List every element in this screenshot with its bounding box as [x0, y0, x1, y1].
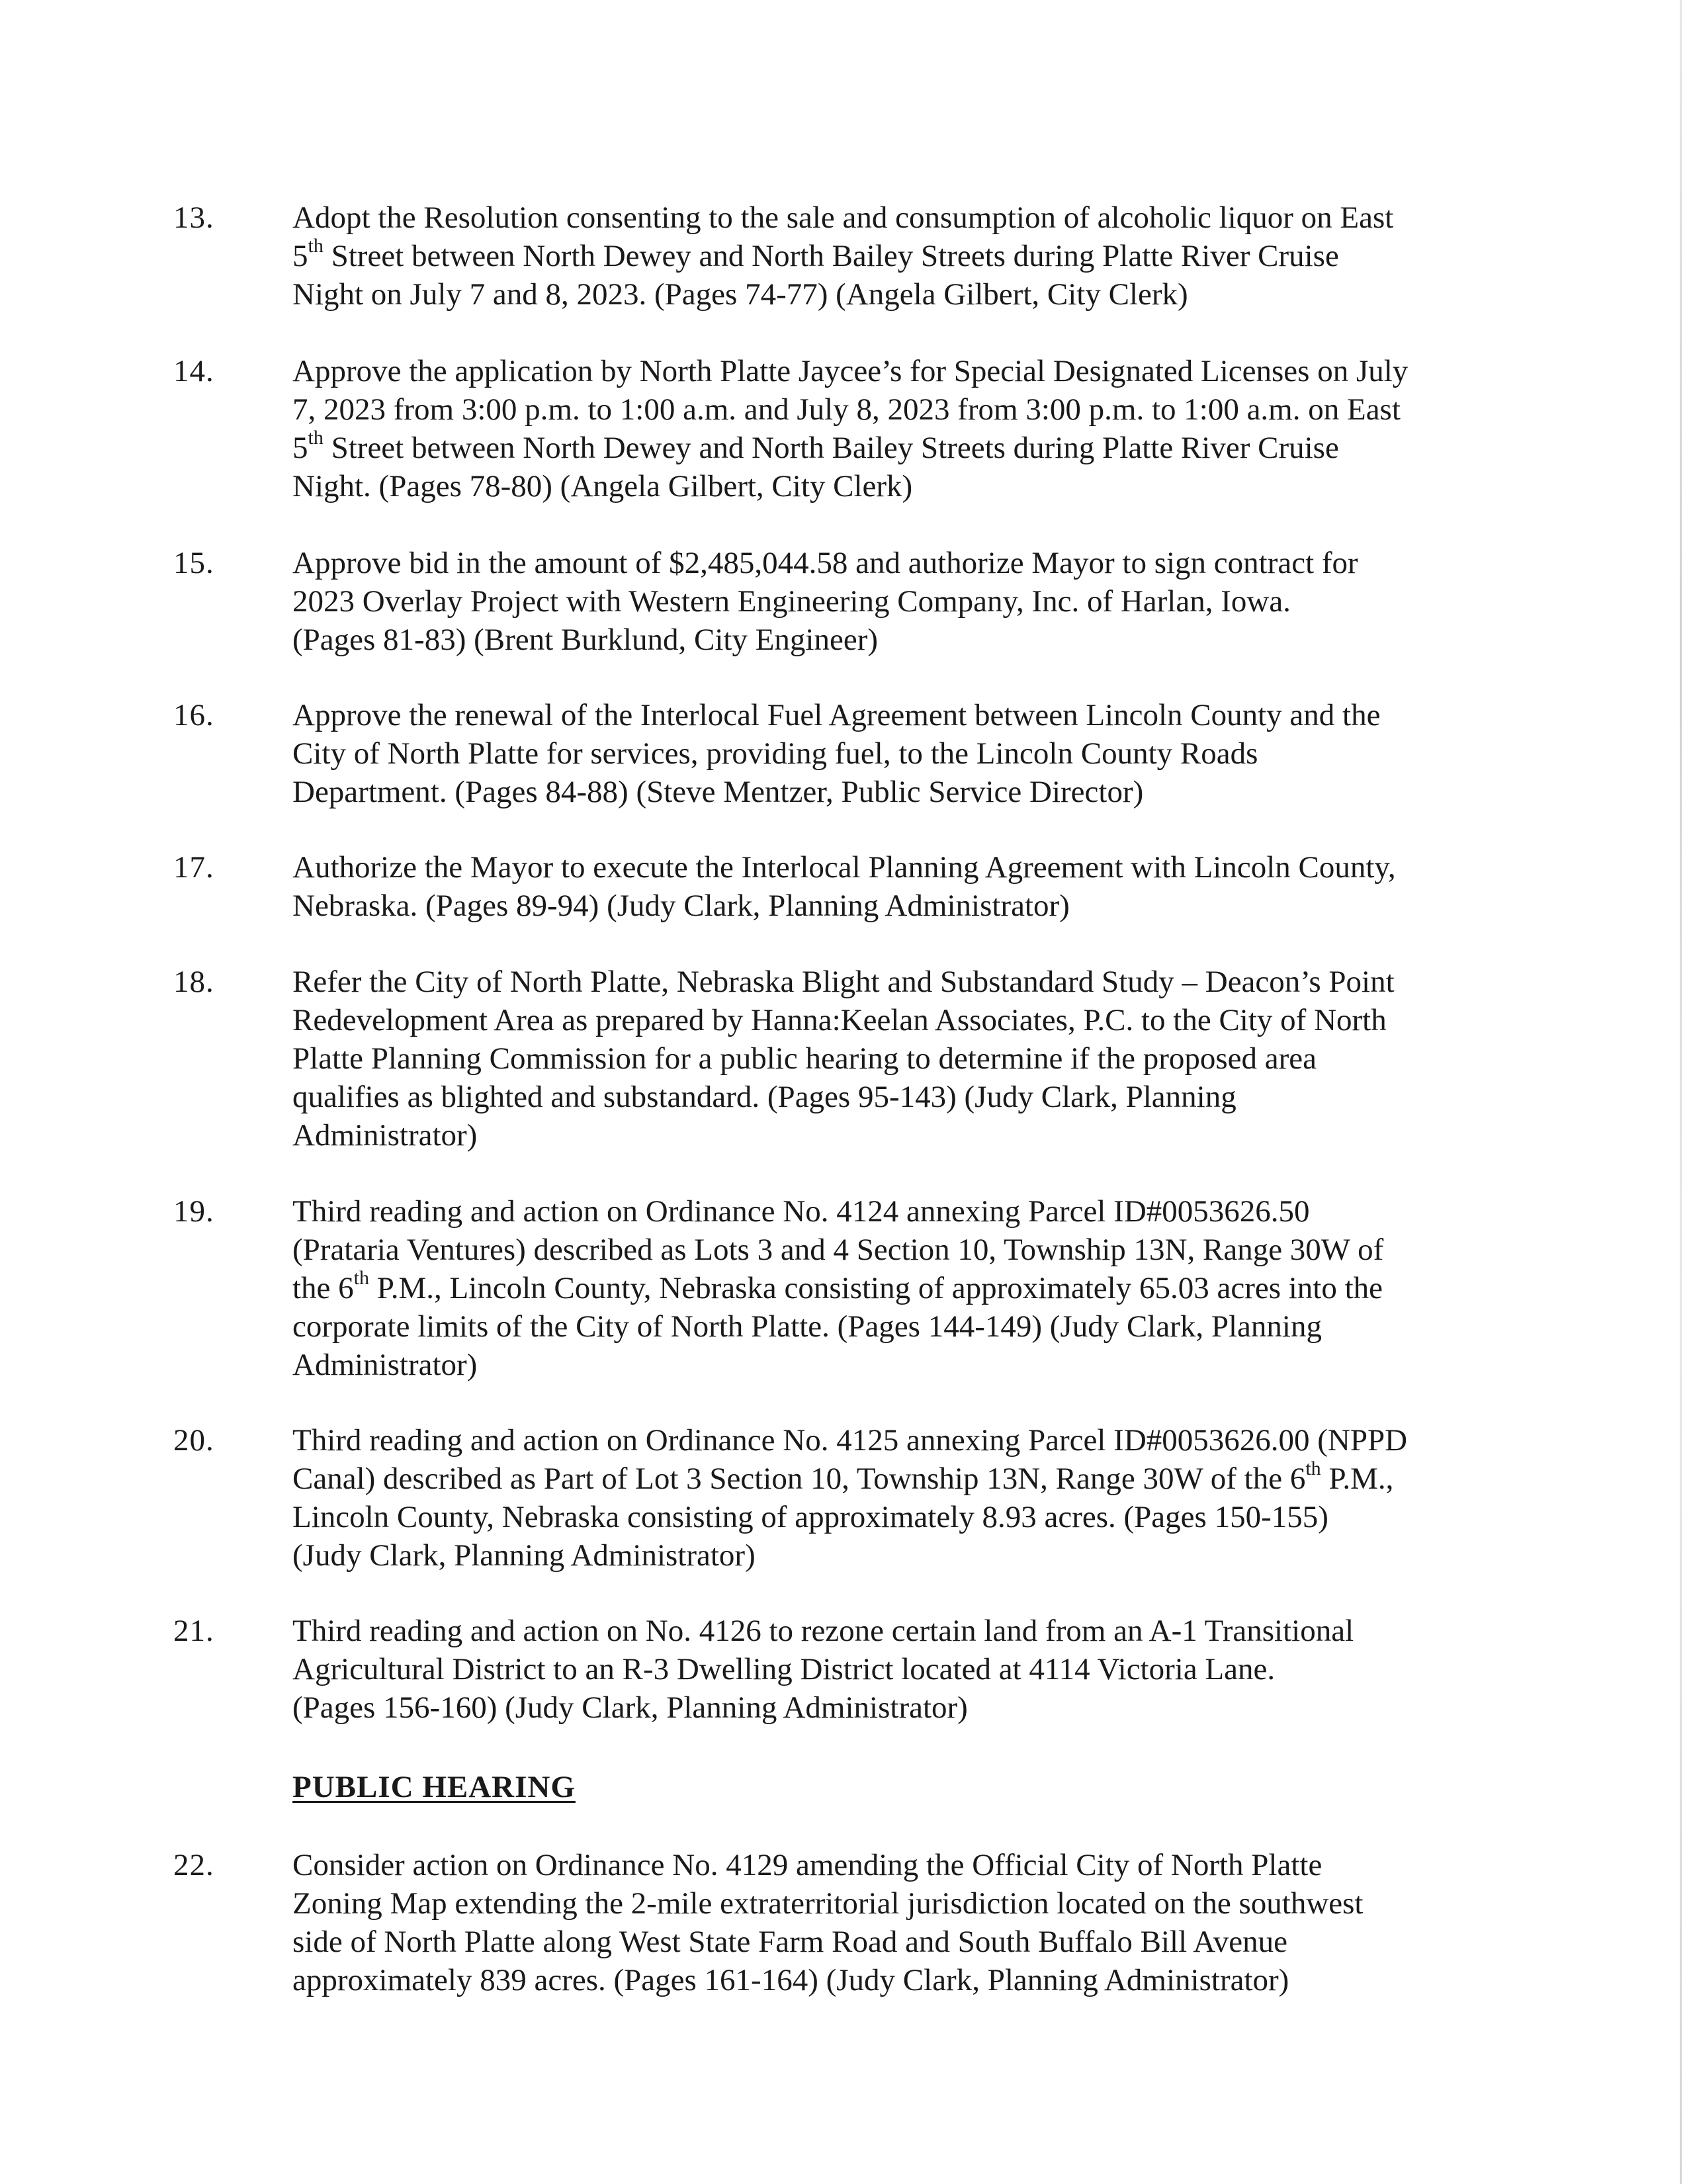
- item-text: [292, 1421, 1496, 1575]
- text-segment: (Pages 156-160) (Judy Clark, Planning Administrator): [292, 1690, 968, 1725]
- item-text-line: [292, 1421, 1496, 1460]
- text-segment: Third reading and action on No. 4126 to rezone certain land from an A-1 Transitional: [292, 1614, 1354, 1648]
- item-number: 22.: [173, 1848, 214, 1882]
- text-segment: (Prataria Ventures) described as Lots 3 and 4 Section 10, Township 13N, Range 30W of: [292, 1233, 1384, 1267]
- item-text-line: [292, 1846, 1496, 1884]
- item-text-line: [292, 773, 1496, 811]
- text-segment: Street between North Dewey and North Bailey Streets during Platte River Cruise: [323, 431, 1339, 465]
- ordinal-superscript: th: [1305, 1458, 1321, 1480]
- item-text-line: [292, 1192, 1496, 1231]
- text-segment: Canal) described as Part of Lot 3 Section 10, Township 13N, Range 30W of the 6: [292, 1462, 1306, 1496]
- item-text-line: [292, 1460, 1496, 1498]
- item-text-line: [292, 887, 1496, 925]
- text-segment: Night on July 7 and 8, 2023. (Pages 74-77) (Angela Gilbert, City Clerk): [292, 277, 1188, 312]
- item-text-line: [292, 429, 1496, 467]
- text-segment: Platte Planning Commission for a public hearing to determine if the proposed area: [292, 1041, 1317, 1076]
- item-text-line: [292, 1498, 1496, 1536]
- item-number: 16.: [173, 698, 214, 732]
- item-text: [292, 1612, 1496, 1727]
- item-number: 21.: [173, 1614, 214, 1648]
- item-text-line: [292, 1269, 1496, 1307]
- text-segment: Zoning Map extending the 2-mile extraterritorial jurisdiction located on the southwest: [292, 1886, 1364, 1921]
- item-text-line: [292, 1307, 1496, 1346]
- ordinal-superscript: th: [353, 1267, 370, 1289]
- text-segment: Refer the City of North Platte, Nebraska Blight and Substandard Study – Deacon’s Point: [292, 965, 1395, 999]
- item-text-line: [292, 1001, 1496, 1039]
- item-text: [292, 544, 1496, 659]
- text-segment: 2023 Overlay Project with Western Engineering Company, Inc. of Harlan, Iowa.: [292, 584, 1291, 619]
- text-segment: Agricultural District to an R-3 Dwelling District located at 4114 Victoria Lane.: [292, 1652, 1276, 1686]
- item-text-line: [292, 734, 1496, 773]
- item-number: 17.: [173, 850, 214, 885]
- text-segment: P.M.,: [1321, 1462, 1394, 1496]
- text-segment: City of North Platte for services, providing fuel, to the Lincoln County Roads: [292, 736, 1258, 771]
- item-text-line: [292, 1688, 1496, 1727]
- item-text-line: [292, 1231, 1496, 1269]
- item-text-line: [292, 848, 1496, 887]
- text-segment: corporate limits of the City of North Platte. (Pages 144-149) (Judy Clark, Planning: [292, 1309, 1322, 1344]
- text-segment: 5: [292, 239, 308, 273]
- text-segment: Department. (Pages 84-88) (Steve Mentzer, Public Service Director): [292, 775, 1144, 809]
- item-text-line: [292, 1346, 1496, 1384]
- item-text-line: [292, 1039, 1496, 1078]
- text-segment: Lincoln County, Nebraska consisting of approximately 8.93 acres. (Pages 150-155): [292, 1500, 1328, 1534]
- item-text-line: [292, 1961, 1496, 1999]
- text-segment: Nebraska. (Pages 89-94) (Judy Clark, Planning Administrator): [292, 889, 1070, 923]
- item-text-line: [292, 582, 1496, 621]
- text-segment: Approve bid in the amount of $2,485,044.58 and authorize Mayor to sign contract for: [292, 546, 1358, 580]
- section-heading-public-hearing: PUBLIC HEARING: [292, 1770, 576, 1804]
- text-segment: (Pages 81-83) (Brent Burklund, City Engineer): [292, 623, 878, 657]
- item-text-line: [292, 1116, 1496, 1155]
- text-segment: Third reading and action on Ordinance No. 4125 annexing Parcel ID#0053626.00 (NPPD: [292, 1423, 1408, 1458]
- item-text-line: [292, 390, 1496, 429]
- text-segment: Third reading and action on Ordinance No. 4124 annexing Parcel ID#0053626.50: [292, 1194, 1310, 1229]
- item-text-line: [292, 1923, 1496, 1961]
- item-text: [292, 696, 1496, 811]
- item-text: [292, 198, 1496, 314]
- item-text-line: [292, 1650, 1496, 1688]
- item-text-line: [292, 1884, 1496, 1923]
- item-text: [292, 352, 1496, 505]
- item-text: [292, 848, 1496, 925]
- item-number: 13.: [173, 200, 214, 235]
- text-segment: side of North Platte along West State Farm Road and South Buffalo Bill Avenue: [292, 1925, 1287, 1959]
- text-segment: the 6: [292, 1271, 354, 1305]
- text-segment: Approve the application by North Platte Jaycee’s for Special Designated Licenses on July: [292, 354, 1409, 388]
- item-text-line: [292, 1536, 1496, 1575]
- item-number: 14.: [173, 354, 214, 388]
- item-text-line: [292, 544, 1496, 582]
- item-text-line: [292, 275, 1496, 314]
- item-text-line: [292, 1078, 1496, 1116]
- item-text-line: [292, 467, 1496, 505]
- item-text: [292, 1846, 1496, 1999]
- item-number: 19.: [173, 1194, 214, 1229]
- ordinal-superscript: th: [308, 235, 324, 257]
- text-segment: 7, 2023 from 3:00 p.m. to 1:00 a.m. and July 8, 2023 from 3:00 p.m. to 1:00 a.m. on East: [292, 392, 1401, 427]
- text-segment: Administrator): [292, 1348, 478, 1382]
- item-text-line: [292, 237, 1496, 275]
- text-segment: Redevelopment Area as prepared by Hanna:Keelan Associates, P.C. to the City of North: [292, 1003, 1387, 1037]
- text-segment: P.M., Lincoln County, Nebraska consisting of approximately 65.03 acres into the: [369, 1271, 1383, 1305]
- scan-edge-shadow: [1680, 0, 1682, 2184]
- text-segment: Authorize the Mayor to execute the Interlocal Planning Agreement with Lincoln County,: [292, 850, 1396, 885]
- item-text-line: [292, 621, 1496, 659]
- item-text-line: [292, 352, 1496, 390]
- text-segment: (Judy Clark, Planning Administrator): [292, 1538, 756, 1573]
- item-number: 20.: [173, 1423, 214, 1458]
- item-number: 18.: [173, 965, 214, 999]
- text-segment: Adopt the Resolution consenting to the sale and consumption of alcoholic liquor on East: [292, 200, 1394, 235]
- item-number: 15.: [173, 546, 214, 580]
- text-segment: Administrator): [292, 1118, 478, 1153]
- text-segment: Street between North Dewey and North Bailey Streets during Platte River Cruise: [323, 239, 1339, 273]
- item-text-line: [292, 963, 1496, 1001]
- text-segment: Night. (Pages 78-80) (Angela Gilbert, City Clerk): [292, 469, 913, 503]
- ordinal-superscript: th: [308, 427, 324, 449]
- item-text-line: [292, 696, 1496, 734]
- text-segment: Approve the renewal of the Interlocal Fuel Agreement between Lincoln County and the: [292, 698, 1381, 732]
- item-text-line: [292, 1612, 1496, 1650]
- item-text: [292, 963, 1496, 1155]
- item-text: [292, 1192, 1496, 1384]
- text-segment: 5: [292, 431, 308, 465]
- text-segment: Consider action on Ordinance No. 4129 amending the Official City of North Platte: [292, 1848, 1322, 1882]
- text-segment: qualifies as blighted and substandard. (Pages 95-143) (Judy Clark, Planning: [292, 1080, 1236, 1114]
- item-text-line: [292, 198, 1496, 237]
- text-segment: approximately 839 acres. (Pages 161-164) (Judy Clark, Planning Administrator): [292, 1963, 1289, 1997]
